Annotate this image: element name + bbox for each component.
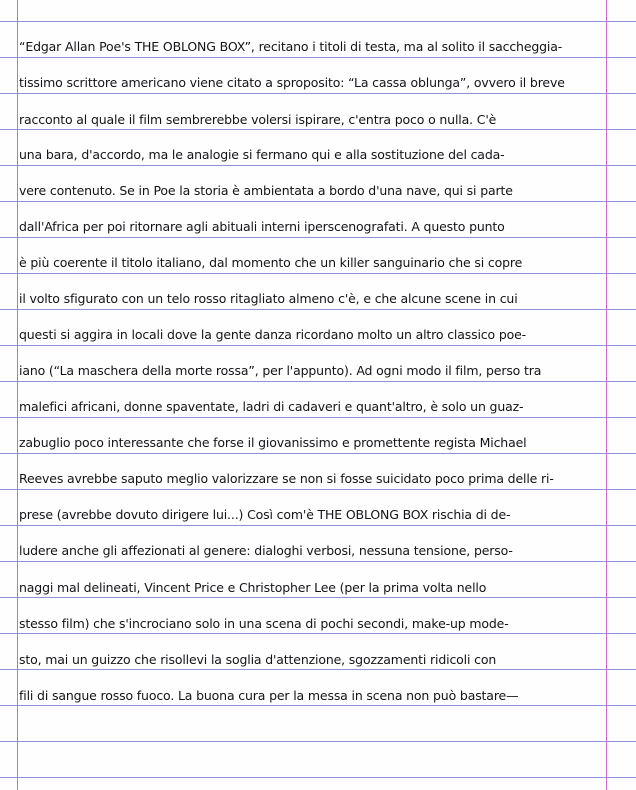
- text-line: stesso film) che s'incrociano solo in una scena di pochi secondi, make-up mode-: [19, 616, 509, 631]
- text-line: ludere anche gli affezionati al genere: dialoghi verbosi, nessuna tensione, perso-: [19, 543, 513, 558]
- text-line: questi si aggira in locali dove la gente danza ricordano molto un altro classico poe-: [19, 327, 527, 342]
- text-line: prese (avrebbe dovuto dirigere lui...) Così com'è THE OBLONG BOX rischia di de-: [19, 507, 511, 522]
- text-line: fili di sangue rosso fuoco. La buona cura per la messa in scena non può bastare—: [19, 688, 519, 703]
- text-line: malefici africani, donne spaventate, ladri di cadaveri e quant'altro, è solo un guaz-: [19, 399, 524, 414]
- text-line: è più coerente il titolo italiano, dal momento che un killer sanguinario che si copre: [19, 255, 523, 270]
- text-line: Reeves avrebbe saputo meglio valorizzare se non si fosse suicidato poco prima delle ri-: [19, 471, 554, 486]
- right-margin-rule: [606, 0, 607, 790]
- handwritten-text: [19, 0, 605, 790]
- text-line: una bara, d'accordo, ma le analogie si fermano qui e alla sostituzione del cada-: [19, 147, 505, 162]
- text-line: tissimo scrittore americano viene citato a sproposito: “La cassa oblunga”, ovvero il breve: [19, 75, 565, 90]
- text-line: sto, mai un guizzo che risollevi la soglia d'attenzione, sgozzamenti ridicoli con: [19, 652, 497, 667]
- text-line: naggi mal delineati, Vincent Price e Christopher Lee (per la prima volta nello: [19, 580, 487, 595]
- left-margin-rule: [17, 0, 18, 790]
- text-line: vere contenuto. Se in Poe la storia è ambientata a bordo d'una nave, qui si parte: [19, 183, 513, 198]
- text-line: zabuglio poco interessante che forse il giovanissimo e promettente regista Michael: [19, 435, 527, 450]
- text-line: il volto sfigurato con un telo rosso ritagliato almeno c'è, e che alcune scene in cui: [19, 291, 518, 306]
- text-line: dall'Africa per poi ritornare agli abituali interni iperscenografati. A questo punto: [19, 219, 505, 234]
- text-line: racconto al quale il film sembrerebbe volersi ispirare, c'entra poco o nulla. C'è: [19, 112, 497, 127]
- text-line: “Edgar Allan Poe's THE OBLONG BOX”, recitano i titoli di testa, ma al solito il saccheggia-: [19, 39, 563, 54]
- text-line: iano (“La maschera della morte rossa”, per l'appunto). Ad ogni modo il film, perso tra: [19, 363, 542, 378]
